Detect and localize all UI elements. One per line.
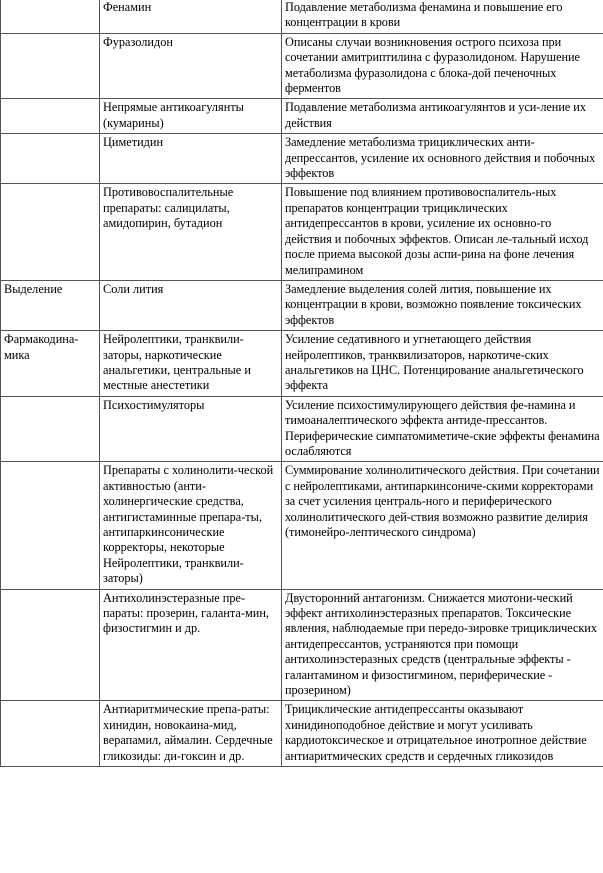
effect-cell	[282, 134, 603, 184]
table-row	[1, 99, 603, 134]
drug-cell	[100, 396, 282, 462]
effect-cell-text: Суммирование холинолитического действия. При сочетании с нейролептиками, антипаркинсониче-скими корректорами за счет усиления централь-ного и периферического холинолитического дей-ствия возможно развитие делирия (тимонейро-лептического синдрома)	[285, 463, 600, 539]
drug-cell-text: Психостимуляторы	[103, 397, 205, 412]
section-cell	[1, 99, 100, 134]
drug-cell-text: Непрямые антикоагулянты (кумарины)	[103, 100, 244, 130]
effect-cell	[282, 701, 603, 767]
effect-cell-text: Двусторонний антагонизм. Снижается миотони-ческий эффект антихолинэстеразных препаратов. Токсические явления, наблюдаемые при передо-зировке трициклических антидепрессантов, устраняются при помощи антихолинэстеразных средств (центральные эффекты - галантамином и физостигмином, периферические - прозерином)	[285, 590, 597, 698]
table-row	[1, 331, 603, 397]
drug-cell-text: Соли лития	[103, 281, 164, 296]
effect-cell	[282, 462, 603, 589]
drug-cell-text: Антиаритмические препа-раты: хинидин, новокаина-мид, верапамил, аймалин. Сердечные гликозиды: ди-гоксин и др.	[103, 702, 273, 763]
drug-cell-text: Антихолинэстеразные пре-параты: прозерин, галанта-мин, физостигмин и др.	[103, 590, 269, 636]
section-cell	[1, 184, 100, 280]
effect-cell-text: Подавление метаболизма антикоагулянтов и уси-ление их действия	[285, 100, 586, 130]
section-cell	[1, 134, 100, 184]
drug-cell	[100, 462, 282, 589]
table-row	[1, 701, 603, 767]
section-cell	[1, 701, 100, 767]
drug-cell-text: Противовоспалительные препараты: салицилаты, амидопирин, бутадион	[103, 185, 234, 231]
effect-cell-text: Описаны случаи возникновения острого психоза при сочетании амитриптилина с фуразолидоном. Нарушение метаболизма фуразолидона с блока-дой печеночных ферментов	[285, 34, 580, 96]
table-row	[1, 462, 603, 589]
effect-cell-text: Усиление седативного и угнетающего действия нейролептиков, транквилизаторов, наркотиче-ских анальгетиков на ЦНС. Потенцирование анальгетического эффекта	[285, 332, 584, 393]
section-cell	[1, 280, 100, 330]
drug-cell-text: Фенамин	[103, 0, 152, 14]
effect-cell	[282, 99, 603, 134]
table-body	[1, 0, 603, 767]
drug-cell	[100, 184, 282, 280]
effect-cell-text: Усиление психостимулирующего действия фе-намина и тимоаналептического эффекта антиде-прессантов. Периферические симпатомиметиче-ские эффекты фенамина ослабляются	[285, 397, 600, 458]
effect-cell	[282, 331, 603, 397]
drug-cell	[100, 99, 282, 134]
drug-cell	[100, 33, 282, 99]
effect-cell-text: Повышение под влиянием противовоспалитель-ных препаратов концентрации трициклических антидепрессантов в крови, усиление их основно-го действия и побочных эффектов. Описан ле-тальный исход после приема высокой дозы аспи-рина на фоне лечения мелипрамином	[285, 185, 589, 277]
effect-cell-text: Замедление метаболизма трициклических анти-депрессантов, усиление их основного действия и побочных эффектов	[285, 135, 596, 181]
section-cell-text: Выделение	[4, 281, 63, 296]
section-cell	[1, 589, 100, 701]
drug-cell	[100, 331, 282, 397]
section-cell	[1, 396, 100, 462]
table-row	[1, 0, 603, 33]
effect-cell-text: Подавление метаболизма фенамина и повышение его концентрации в крови	[285, 0, 563, 30]
effect-cell	[282, 184, 603, 280]
effect-cell-text: Замедление выделения солей лития, повышение их концентрации в крови, возможно появление токсических эффектов	[285, 281, 582, 327]
section-cell-text: Фармакодина-мика	[4, 332, 79, 362]
drug-cell	[100, 0, 282, 33]
effect-cell	[282, 396, 603, 462]
drug-cell-text: Препараты с холинолити-ческой активностью (анти-холинергические средства, антигистаминные препара-ты, антипаркинсонические корректоры, некоторые Нейролептики, транквили-заторы)	[103, 463, 274, 586]
drug-cell-text: Циметидин	[103, 135, 164, 150]
drug-cell	[100, 134, 282, 184]
effect-cell	[282, 33, 603, 99]
effect-cell	[282, 589, 603, 701]
drug-cell	[100, 589, 282, 701]
table-row	[1, 396, 603, 462]
effect-cell	[282, 0, 603, 33]
table-row	[1, 280, 603, 330]
section-cell	[1, 462, 100, 589]
drug-cell	[100, 280, 282, 330]
section-cell	[1, 0, 100, 33]
table-row	[1, 184, 603, 280]
table-row	[1, 33, 603, 99]
table-row	[1, 134, 603, 184]
drug-cell-text: Фуразолидон	[103, 34, 173, 49]
effect-cell-text: Трициклические антидепрессанты оказывают хинидиноподобное действие и могут усиливать кардиотоксическое и отрицательное инотропное действие антиаритмических средств и сердечных гликозидов	[285, 702, 587, 763]
drug-cell	[100, 701, 282, 767]
table-row	[1, 589, 603, 701]
section-cell	[1, 33, 100, 99]
drug-cell-text: Нейролептики, транквили-заторы, наркотические анальгетики, центральные и местные анестетики	[103, 332, 251, 393]
section-cell	[1, 331, 100, 397]
effect-cell	[282, 280, 603, 330]
